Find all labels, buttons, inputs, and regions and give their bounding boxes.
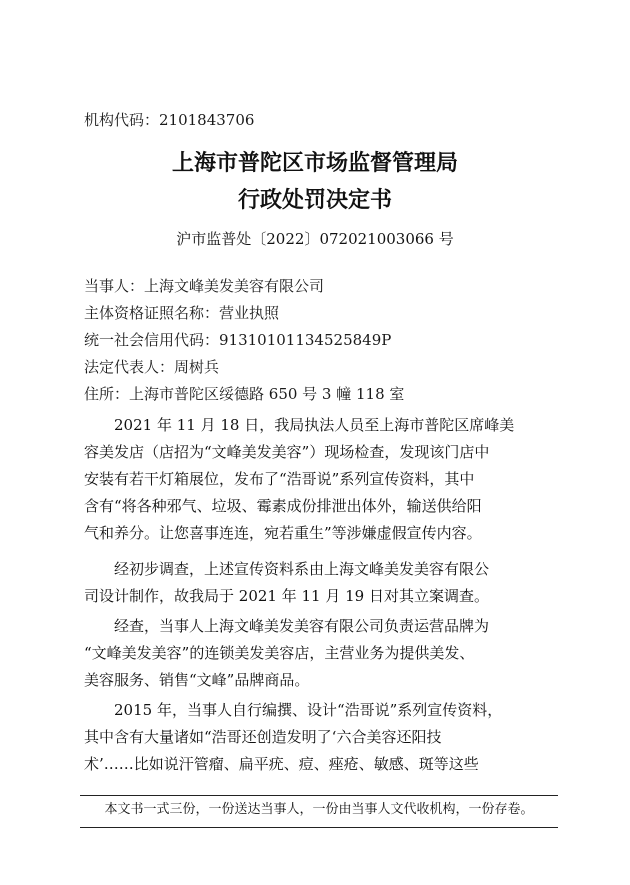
paragraph-line: 2021 年 11 月 18 日，我局执法人员至上海市普陀区席峰美	[114, 416, 515, 434]
paragraph-case-filing	[84, 556, 544, 610]
document-number: 沪市监普处〔2022〕072021003066 号	[176, 230, 454, 248]
footer-divider-top	[80, 795, 558, 796]
paragraph-line: 其中含有大量诸如“浩哥还创造发明了‘六合美容还阳技	[84, 728, 442, 746]
document-title-type: 行政处罚决定书	[237, 188, 392, 213]
document-title-agency: 上海市普陀区市场监督管理局	[171, 151, 458, 176]
footer-note: 本文书一式三份，一份送达当事人，一份由当事人文代收机构，一份存卷。	[104, 802, 534, 817]
paragraph-promotion	[84, 697, 544, 778]
paragraph-line: “文峰美发美容”的连锁美发美容店，主营业务为提供美发、	[84, 644, 475, 662]
footer-divider-bottom	[80, 827, 558, 828]
paragraph-line: 气和养分。让您喜事连连，宛若重生”等涉嫌虚假宣传内容。	[84, 524, 482, 542]
org-code: 机构代码：2101843706	[84, 111, 255, 129]
paragraph-line: 美容服务、销售“文峰”品牌商品。	[84, 671, 310, 689]
party-credit-code: 统一社会信用代码：91310101134525849P	[84, 331, 392, 349]
party-legal-rep: 法定代表人：周树兵	[84, 358, 220, 376]
paragraph-inspection	[84, 412, 544, 547]
party-license-type: 主体资格证照名称：营业执照	[84, 304, 280, 322]
paragraph-line: 含有“将各种邪气、垃圾、霉素成份排泄出体外，输送供给阳	[84, 497, 482, 515]
paragraph-line: 容美发店（店招为“文峰美发美容”）现场检查，发现该门店中	[84, 443, 490, 461]
paragraph-line: 安装有若干灯箱展位，发布了“浩哥说”系列宣传资料，其中	[84, 470, 475, 488]
paragraph-line: 术’……比如说汗管瘤、扁平疣、痘、痤疮、敏感、斑等这些	[84, 755, 479, 773]
paragraph-line: 司设计制作，故我局于 2021 年 11 月 19 日对其立案调查。	[84, 587, 489, 605]
paragraph-line: 2015 年，当事人自行编撰、设计“浩哥说”系列宣传资料，	[114, 701, 503, 719]
party-address: 住所：上海市普陀区绥德路 650 号 3 幢 118 室	[84, 385, 405, 403]
paragraph-findings	[84, 613, 544, 694]
paragraph-line: 经初步调查，上述宣传资料系由上海文峰美发美容有限公	[114, 560, 490, 578]
paragraph-line: 经查，当事人上海文峰美发美容有限公司负责运营品牌为	[114, 617, 490, 635]
party-name: 当事人：上海文峰美发美容有限公司	[84, 277, 325, 295]
